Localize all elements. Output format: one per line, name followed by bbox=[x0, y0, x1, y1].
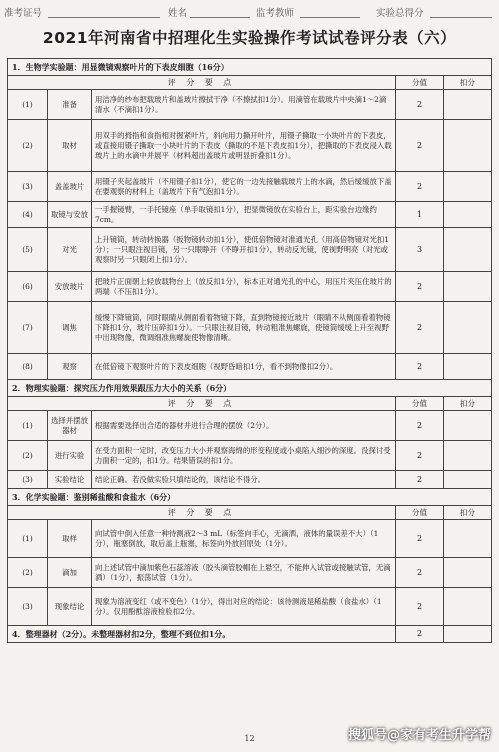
deduction-cell bbox=[444, 354, 492, 380]
deduction-cell bbox=[444, 172, 492, 202]
section-heading-row bbox=[8, 489, 492, 506]
step-number: (1) bbox=[8, 411, 48, 441]
page-number: 12 bbox=[244, 734, 255, 743]
deduction-cell bbox=[444, 228, 492, 272]
step-score: 2 bbox=[396, 471, 444, 489]
watermark: 搜狐号@家有考生升学帮 bbox=[347, 728, 491, 743]
name-blank bbox=[190, 17, 250, 18]
total-score-blank bbox=[430, 17, 492, 18]
final-score: 2 bbox=[396, 626, 444, 643]
step-number: (3) bbox=[8, 471, 48, 489]
step-number: (2) bbox=[8, 441, 48, 471]
section-heading-row bbox=[8, 59, 492, 76]
step-score: 1 bbox=[396, 202, 444, 228]
step-criteria: 现象为溶液变红（或不变色）（1分），得出对应的结论：该待测液是稀盐酸（食盐水）（1分）。仅用酚酞溶液检验扣2分。 bbox=[92, 588, 396, 626]
step-name: 进行实验 bbox=[48, 441, 92, 471]
step-criteria: 在受力面积一定时，改变压力大小并观察海绵的形变程度或小桌陷入细沙的深度。没探讨受力面积一定的，扣1分。结果错误的扣1分。 bbox=[92, 441, 396, 471]
step-number: (5) bbox=[8, 228, 48, 272]
table-row bbox=[8, 172, 492, 202]
step-number: (4) bbox=[8, 202, 48, 228]
step-score: 2 bbox=[396, 354, 444, 380]
step-name: 现象结论 bbox=[48, 588, 92, 626]
step-name: 对光 bbox=[48, 228, 92, 272]
final-row bbox=[8, 626, 492, 643]
table-row bbox=[8, 228, 492, 272]
section-heading-row bbox=[8, 380, 492, 397]
step-criteria: 一手握镜臂，一手托镜座（单手取镜扣1分），把显微镜放在实验台上，距实验台边缘约7cm。 bbox=[92, 202, 396, 228]
column-header-row bbox=[8, 506, 492, 520]
step-criteria: 根据需要选择出合适的器材并进行合理的摆放（2分）。 bbox=[92, 411, 396, 441]
column-header-score: 分值 bbox=[396, 76, 444, 90]
step-score: 3 bbox=[396, 228, 444, 272]
table-row bbox=[8, 202, 492, 228]
column-header-row bbox=[8, 76, 492, 90]
total-score-label: 实验总得分 bbox=[376, 8, 424, 19]
step-criteria: 向试管中倒入任意一种待测液2～3 mL（标签向手心，无滴洒，液体的量误差不大）（1分），瓶塞倒放，取后盖上瓶塞，标签向外放回原处（1分）。 bbox=[92, 520, 396, 558]
step-criteria: 结论正确。若没做实验只填结论的，该结论不得分。 bbox=[92, 471, 396, 489]
step-number: (8) bbox=[8, 354, 48, 380]
final-heading: 4．整理器材（2分）。未整理器材扣2分，整理不到位扣1分。 bbox=[8, 626, 396, 643]
step-name: 取材 bbox=[48, 120, 92, 172]
step-criteria: 在低倍镜下观察叶片的下表皮细胞（视野昏暗扣1分，看不到物像扣2分）。 bbox=[92, 354, 396, 380]
exam-id-blank bbox=[48, 17, 160, 18]
candidate-info-line bbox=[4, 5, 494, 19]
column-header-deduct: 扣分 bbox=[444, 506, 492, 520]
step-name: 取样 bbox=[48, 520, 92, 558]
exam-id-label: 准考证号 bbox=[4, 8, 43, 19]
deduction-cell bbox=[444, 202, 492, 228]
column-header-score: 分值 bbox=[396, 397, 444, 411]
step-name: 安放玻片 bbox=[48, 272, 92, 302]
step-score: 2 bbox=[396, 120, 444, 172]
step-score: 2 bbox=[396, 90, 444, 120]
column-header-points: 评 分 要 点 bbox=[8, 76, 396, 90]
step-criteria: 把玻片正面朝上轻放载物台上（放反扣1分），标本正对通光孔的中心，用压片夹压住玻片的两端（不压扣1分）。 bbox=[92, 272, 396, 302]
step-criteria: 上升镜筒，转动转换器（扳物镜转动扣1分），使低倍物镜对准通光孔（用高倍物镜对光扣1分）；一只眼注视目镜，另一只眼睁开（不睁开扣1分），转动反光镜，使视野明亮（对光或观察时另一只眼闭上扣1分）。 bbox=[92, 228, 396, 272]
step-name: 取镜与安放 bbox=[48, 202, 92, 228]
deduction-cell bbox=[444, 272, 492, 302]
step-number: (6) bbox=[8, 272, 48, 302]
step-score: 2 bbox=[396, 520, 444, 558]
table-row bbox=[8, 90, 492, 120]
section-heading: 1．生物学实验题：用显微镜观察叶片的下表皮细胞（16分） bbox=[8, 59, 492, 76]
table-row bbox=[8, 120, 492, 172]
deduction-cell bbox=[444, 411, 492, 441]
column-header-points: 评 分 要 点 bbox=[8, 397, 396, 411]
step-number: (1) bbox=[8, 90, 48, 120]
step-number: (2) bbox=[8, 558, 48, 588]
step-criteria: 用双手的拇指和食指相对握紧叶片，斜向用力撕开叶片，用镊子撕取一小块叶片的下表皮，或直接用镊子撕取一小块叶片的下表皮（撕取的不是下表皮扣1分），把撕取的下表皮浸入载玻片上的水滴中并展平（材料超出盖玻片或明显折叠扣1分）。 bbox=[92, 120, 396, 172]
table-row bbox=[8, 302, 492, 354]
deduction-cell bbox=[444, 441, 492, 471]
step-number: (3) bbox=[8, 172, 48, 202]
deduction-cell bbox=[444, 120, 492, 172]
table-row bbox=[8, 588, 492, 626]
step-criteria: 向上述试管中滴加紫色石蕊溶液（胶头滴管胶帽在上悬空，不能伸入试管或接触试管，无滴洒）（1分），振荡试管（1分）。 bbox=[92, 558, 396, 588]
step-name: 调焦 bbox=[48, 302, 92, 354]
column-header-points: 评 分 要 点 bbox=[8, 506, 396, 520]
table-row bbox=[8, 354, 492, 380]
deduction-cell bbox=[444, 471, 492, 489]
deduction-cell bbox=[444, 302, 492, 354]
column-header-deduct: 扣分 bbox=[444, 397, 492, 411]
step-score: 2 bbox=[396, 411, 444, 441]
table-row bbox=[8, 441, 492, 471]
deduction-cell bbox=[444, 558, 492, 588]
table-row bbox=[8, 411, 492, 441]
name-label: 姓名 bbox=[168, 8, 188, 19]
step-number: (3) bbox=[8, 588, 48, 626]
step-score: 2 bbox=[396, 588, 444, 626]
table-row bbox=[8, 520, 492, 558]
step-name: 滴加 bbox=[48, 558, 92, 588]
step-score: 2 bbox=[396, 302, 444, 354]
step-number: (1) bbox=[8, 520, 48, 558]
step-name: 选择并摆放器材 bbox=[48, 411, 92, 441]
table-row bbox=[8, 471, 492, 489]
final-deduction-cell bbox=[444, 626, 492, 643]
score-table bbox=[7, 58, 492, 643]
step-number: (7) bbox=[8, 302, 48, 354]
step-score: 2 bbox=[396, 172, 444, 202]
step-criteria: 缓慢下降镜筒，同时眼睛从侧面看着物镜下降，直到物镜接近玻片（眼睛不从侧面看着物镜下降扣1分，玻片压碎扣1分）。一只眼注视目镜，转动粗准焦螺旋，使镜筒缓缓上升至视野中出现物像，微调细准焦螺旋使物像清晰。 bbox=[92, 302, 396, 354]
section-heading: 3．化学实验题：鉴别稀盐酸和食盐水（6分） bbox=[8, 489, 492, 506]
step-name: 实验结论 bbox=[48, 471, 92, 489]
step-name: 准备 bbox=[48, 90, 92, 120]
column-header-deduct: 扣分 bbox=[444, 76, 492, 90]
step-score: 2 bbox=[396, 272, 444, 302]
step-name: 盖盖玻片 bbox=[48, 172, 92, 202]
step-criteria: 用洁净的纱布把载玻片和盖玻片擦拭干净（不擦拭扣1分）。用滴管在载玻片中央滴1～2滴清水（不滴扣1分）。 bbox=[92, 90, 396, 120]
deduction-cell bbox=[444, 90, 492, 120]
page-title: 2021年河南省中招理化生实验操作考试试卷评分表（六） bbox=[42, 29, 457, 47]
step-name: 观察 bbox=[48, 354, 92, 380]
table-row bbox=[8, 272, 492, 302]
table-row bbox=[8, 558, 492, 588]
proctor-label: 监考教师 bbox=[256, 8, 295, 19]
section-heading: 2．物理实验题：探究压力作用效果跟压力大小的关系（6分） bbox=[8, 380, 492, 397]
step-score: 2 bbox=[396, 558, 444, 588]
column-header-row bbox=[8, 397, 492, 411]
step-number: (2) bbox=[8, 120, 48, 172]
column-header-score: 分值 bbox=[396, 506, 444, 520]
step-score: 2 bbox=[396, 441, 444, 471]
deduction-cell bbox=[444, 520, 492, 558]
proctor-blank bbox=[300, 17, 360, 18]
step-criteria: 用镊子夹起盖玻片（不用镊子扣1分），使它的一边先接触载玻片上的水滴，然后缓缓放下盖在要观察的材料上（盖玻片下有气泡扣1分）。 bbox=[92, 172, 396, 202]
deduction-cell bbox=[444, 588, 492, 626]
